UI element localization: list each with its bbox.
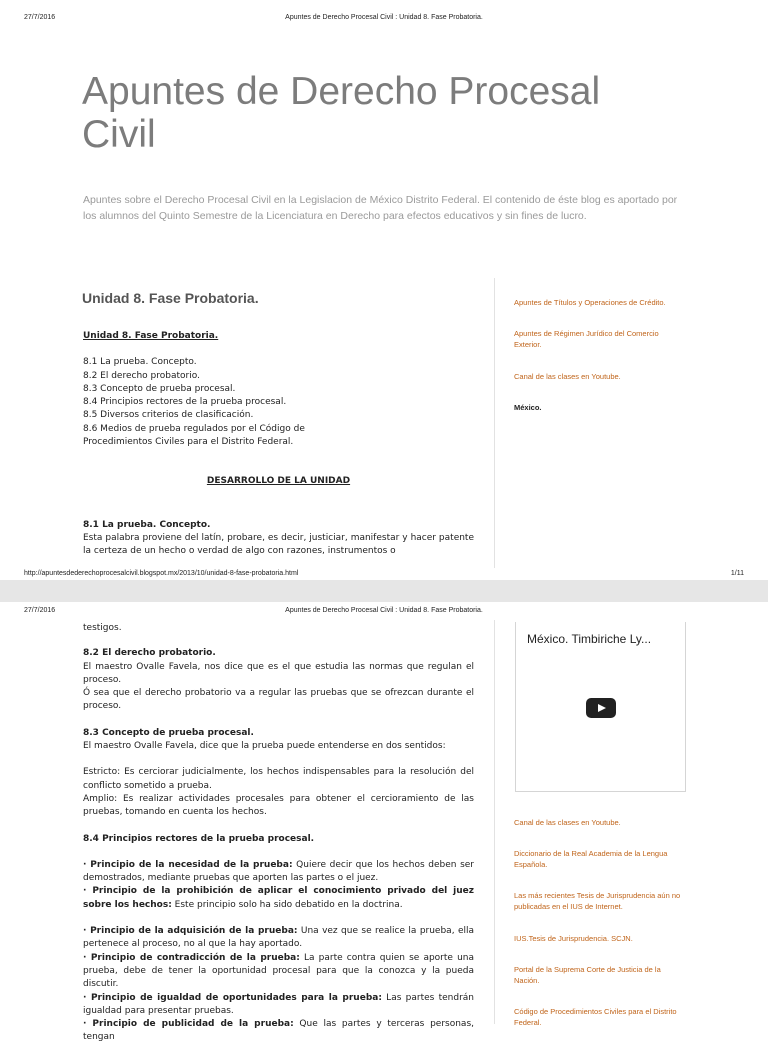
page-gap [0,580,768,602]
principle-item: · Principio de contradicción de la prueba: La parte contra quien se aporte una prueba, debe de tener la oportunidad procesal para que la conozca y la pueda discutir. [83,952,474,990]
toc-item: 8.4 Principios rectores de la prueba procesal. [83,397,287,408]
principle-item: · Principio de publicidad de la prueba: Que las partes y terceras personas, tengan [83,1019,474,1043]
sidebar-link-youtube[interactable]: Canal de las clases en Youtube. [514,818,621,827]
section-8-4-title: 8.4 Principios rectores de la prueba procesal. [83,833,315,844]
print-date: 27/7/2016 [24,14,56,21]
page-number: 1/11 [730,570,744,577]
post-heading: Unidad 8. Fase Probatoria. [83,331,219,341]
print-date: 27/7/2016 [24,607,56,614]
sidebar-link-tesis[interactable]: Las más recientes Tesis de Jurisprudencia aún no publicadas en el IUS de Internet. [514,891,681,911]
sidebar-link-titulos[interactable]: Apuntes de Títulos y Operaciones de Crédito. [514,298,666,307]
print-url: http://apuntesdederechoprocesalcivil.blogspot.mx/2013/10/unidad-8-fase-probatoria.html [24,570,299,577]
youtube-video-embed[interactable] [515,622,686,792]
play-icon[interactable] [586,698,616,718]
section-8-3-estricto: Estricto: Es cerciorar judicialmente, los hechos indispensables para la resolución del conflicto sometido a prueba. [83,767,474,791]
sidebar-label-mexico: México. [514,403,542,412]
principle-item: · Principio de igualdad de oportunidades para la prueba: Las partes tendrán igualdad para presentar pruebas. [83,992,474,1016]
sidebar-link-youtube[interactable]: Canal de las clases en Youtube. [514,372,621,381]
toc-item: 8.3 Concepto de prueba procesal. [83,383,236,394]
video-title[interactable]: México. Timbiriche Ly... [527,632,652,646]
section-8-3-title: 8.3 Concepto de prueba procesal. [83,727,254,738]
toc-item: 8.2 El derecho probatorio. [83,370,200,381]
blog-description: Apuntes sobre el Derecho Procesal Civil en la Legislacion de México Distrito Federal. El contenido de éste blog es aportado por los alumnos del Quinto Semestre de la Licenciatura en Derecho para efectos educativos y sin fines de lucro. [83,194,678,222]
toc-item: 8.6 Medios de prueba regulados por el Código de Procedimientos Civiles para el Distrito Federal. [83,423,305,448]
section-8-1-continued: testigos. [83,623,122,633]
principle-item: · Principio de la necesidad de la prueba: Quiere decir que los hechos deben ser demostrados, mediante pruebas que aporten las partes o el juez. [83,859,474,884]
section-8-2-title: 8.2 El derecho probatorio. [83,648,216,659]
column-divider [494,278,495,568]
post-body-page2 [83,622,474,1045]
principle-item: · Principio de la adquisición de la prueba: Una vez que se realice la prueba, ella pertenece al proceso, no al que la hay aportado. [83,926,474,950]
toc-item: 8.1 La prueba. Concepto. [83,357,197,368]
post-body-page1 [83,330,474,559]
section-8-2-text: Ó sea que el derecho probatorio va a regular las pruebas que se ofrezcan durante el proceso. [83,688,474,712]
section-8-1-title: 8.1 La prueba. Concepto. [83,519,211,530]
sidebar-link-rae[interactable]: Diccionario de la Real Academia de la Lengua Española. [514,849,668,869]
post-title[interactable]: Unidad 8. Fase Probatoria. [82,290,259,306]
desarrollo-heading: DESARROLLO DE LA UNIDAD [206,476,351,487]
principle-item: · Principio de la prohibición de aplicar el conocimiento privado del juez sobre los hechos: Este principio solo ha sido debatido en la doctrina. [83,886,474,910]
section-8-3-text: El maestro Ovalle Favela, dice que la prueba puede entenderse en dos sentidos: [83,741,446,752]
section-8-1-text: Esta palabra proviene del latín, probare, es decir, justiciar, manifestar y hacer patente la certeza de un hecho o verdad de algo con razones, instrumentos o [83,532,474,557]
blog-title[interactable]: Apuntes de Derecho Procesal Civil [82,70,601,156]
print-title: Apuntes de Derecho Procesal Civil : Unidad 8. Fase Probatoria. [285,607,483,614]
sidebar-link-ius[interactable]: IUS.Tesis de Jurisprudencia. SCJN. [514,934,633,943]
sidebar-link-codigo[interactable]: Código de Procedimientos Civiles para el Distrito Federal. [514,1007,677,1027]
column-divider [494,620,495,1024]
section-8-2-text: El maestro Ovalle Favela, nos dice que es el que estudia las normas que regulan el proceso. [83,661,474,685]
sidebar-link-scjn[interactable]: Portal de la Suprema Corte de Justicia de la Nación. [514,965,661,985]
section-8-3-amplio: Amplio: Es realizar actividades procesales para obtener el cercioramiento de las pruebas, tomando en cuenta los hechos. [83,793,474,818]
toc-item: 8.5 Diversos criterios de clasificación. [83,410,254,421]
print-title: Apuntes de Derecho Procesal Civil : Unidad 8. Fase Probatoria. [285,14,483,21]
sidebar-link-comercio[interactable]: Apuntes de Régimen Jurídico del Comercio Exterior. [514,329,659,349]
